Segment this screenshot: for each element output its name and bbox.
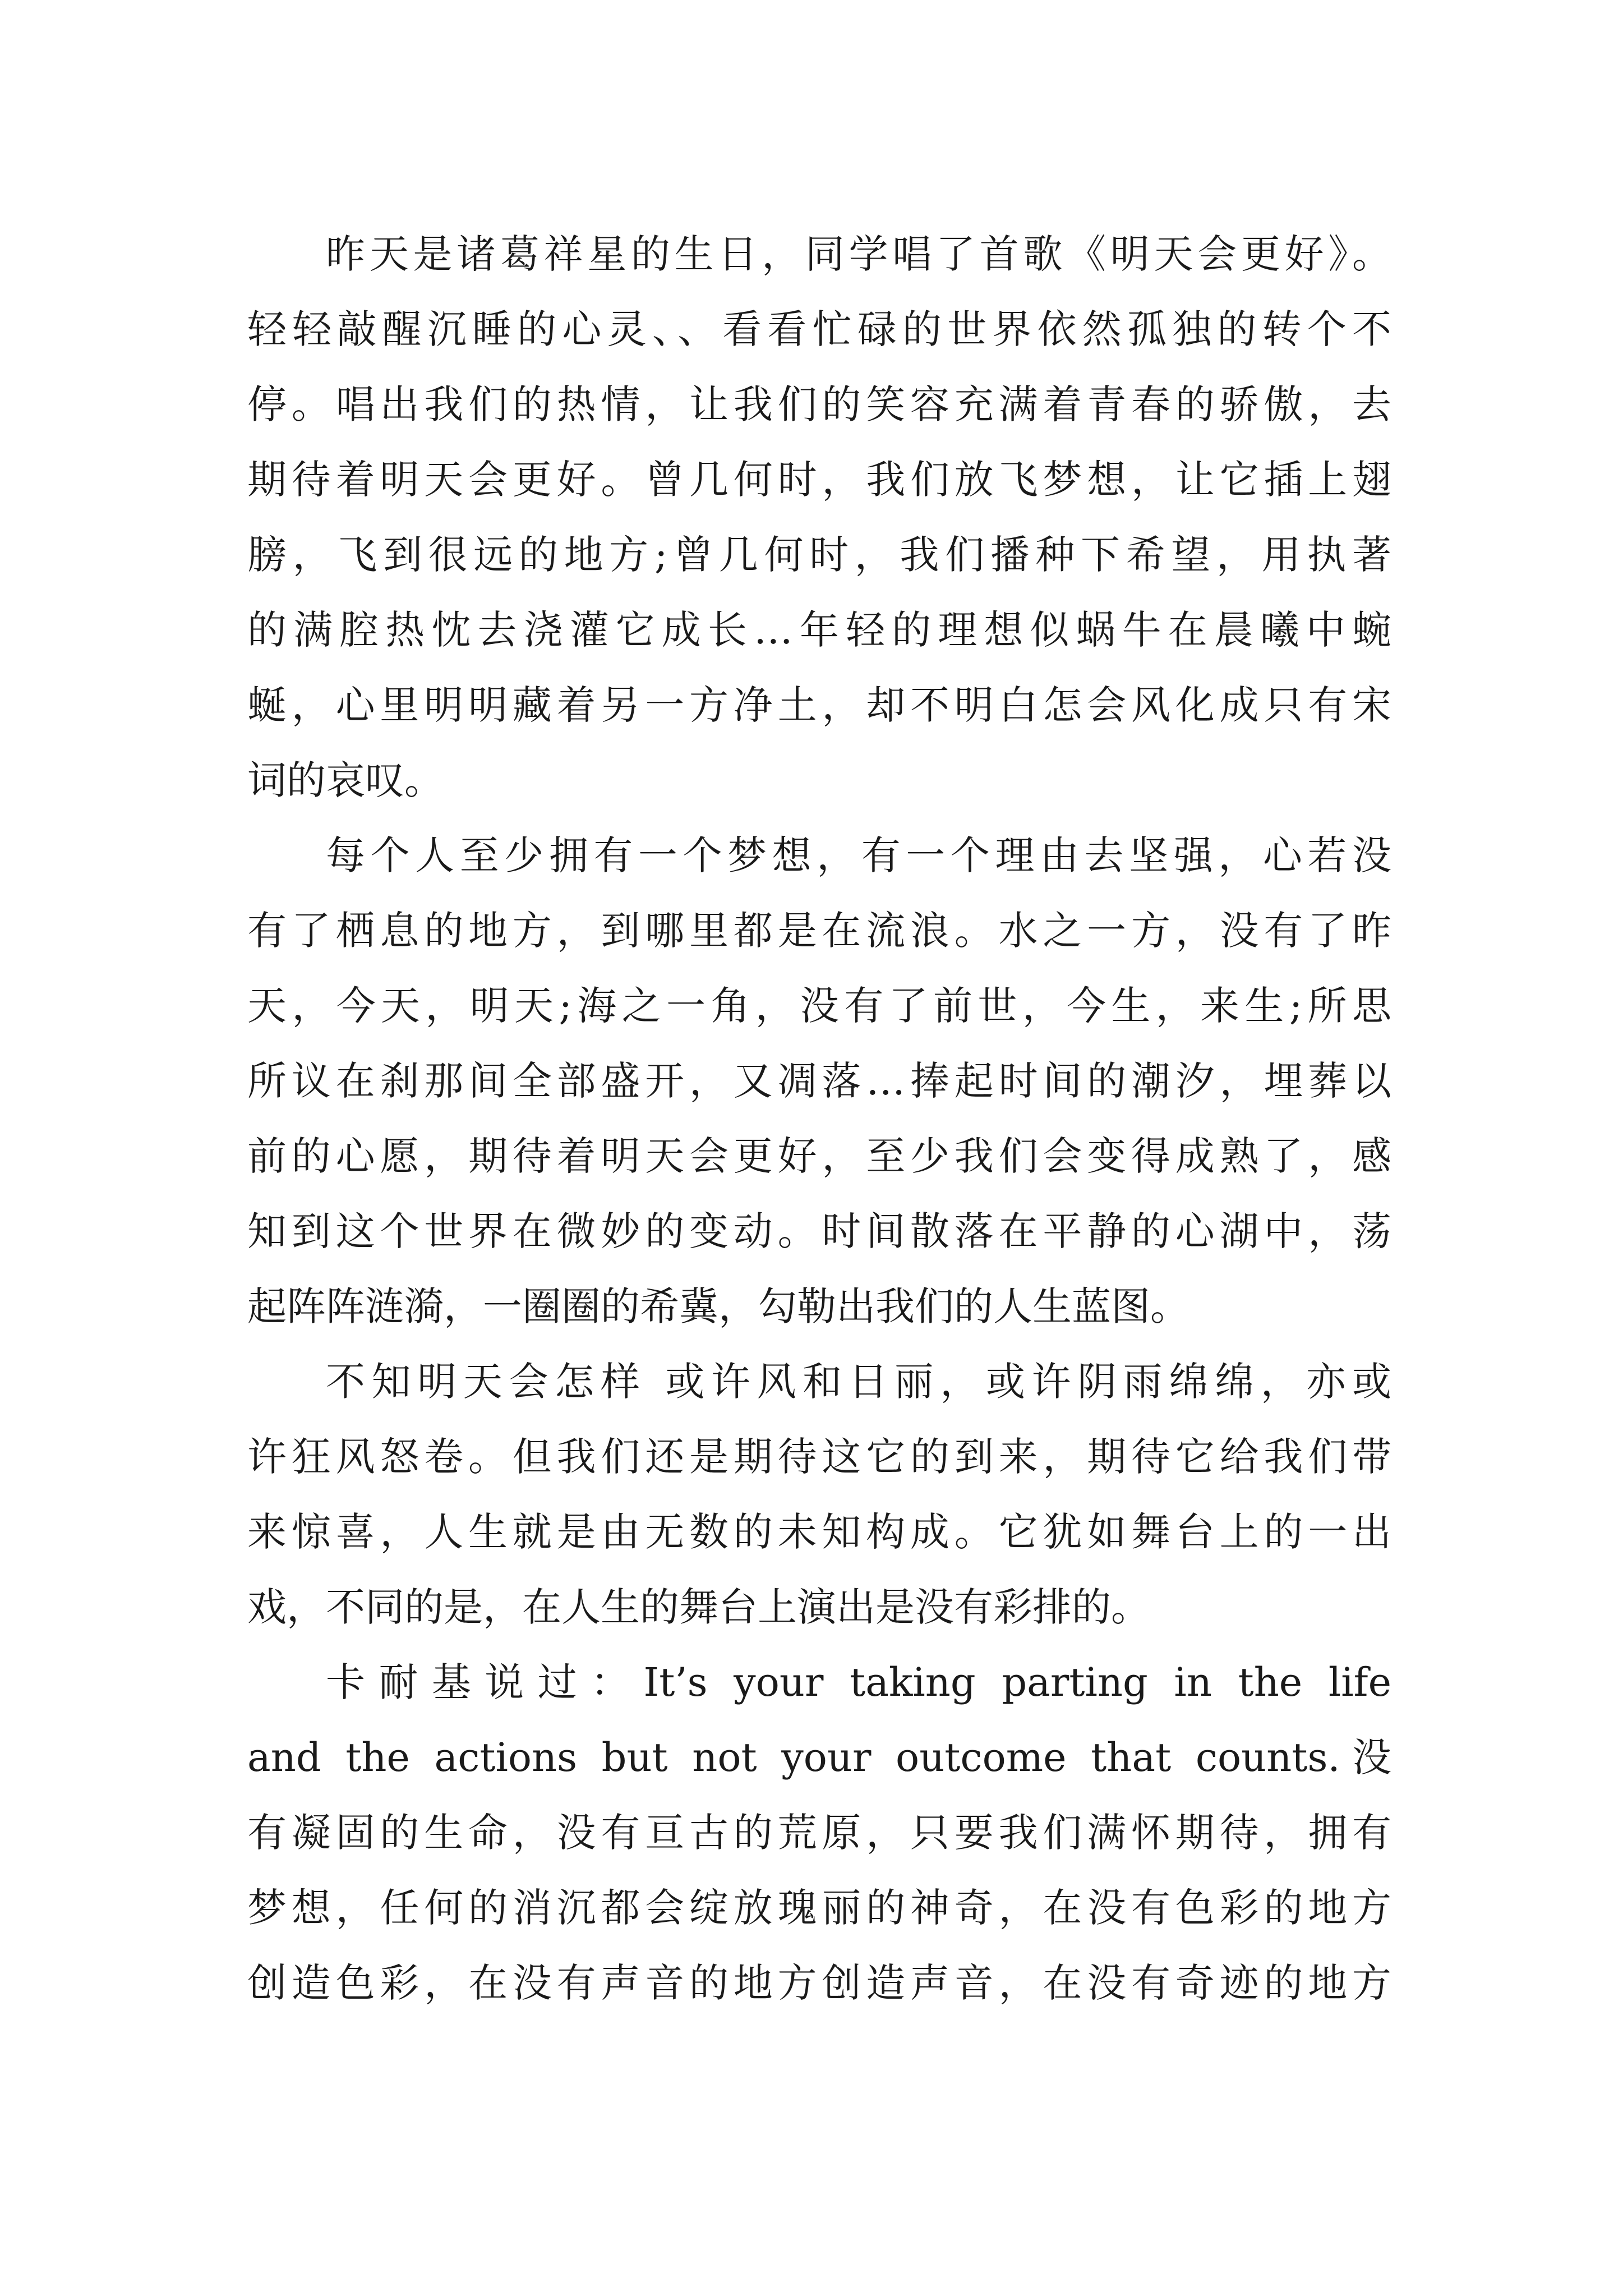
text-line: 有了栖息的地方，到哪里都是在流浪。水之一方，没有了昨 [247,908,1391,954]
text-line: 起阵阵涟漪，一圈圈的希冀，勾勒出我们的人生蓝图。 [247,1283,1189,1329]
text-line: 创造色彩，在没有声音的地方创造声音，在没有奇迹的地方 [247,1960,1391,2006]
text-line: 许狂风怒卷。但我们还是期待这它的到来，期待它给我们带 [247,1434,1391,1480]
text-line: 每个人至少拥有一个梦想，有一个理由去坚强，心若没 [326,832,1391,878]
text-line: 前的心愿，期待着明天会更好，至少我们会变得成熟了，感 [247,1133,1391,1179]
document-body [247,217,1391,2021]
text-line: and the actions but not your outcome that counts.没 [247,1734,1391,1780]
paragraph-4 [247,1645,1391,2021]
text-line: 天，今天，明天;海之一角，没有了前世，今生，来生;所思 [247,983,1391,1029]
text-line: 有凝固的生命，没有亘古的荒原，只要我们满怀期待，拥有 [247,1810,1391,1856]
text-line: 的满腔热忱去浇灌它成长…年轻的理想似蜗牛在晨曦中蜿 [247,607,1391,653]
text-line: 期待着明天会更好。曾几何时，我们放飞梦想，让它插上翅 [247,457,1391,503]
text-line: 卡耐基说过：It’s your taking parting in the life [326,1659,1391,1705]
text-line: 蜒，心里明明藏着另一方净土，却不明白怎会风化成只有宋 [247,682,1391,728]
text-line: 来惊喜，人生就是由无数的未知构成。它犹如舞台上的一出 [247,1509,1391,1555]
paragraph-3 [247,1344,1391,1645]
text-line: 知到这个世界在微妙的变动。时间散落在平静的心湖中，荡 [247,1208,1391,1254]
text-line: 所议在刹那间全部盛开，又凋落…捧起时间的潮汐，埋葬以 [247,1058,1391,1104]
paragraph-2 [247,818,1391,1344]
text-line: 轻轻敲醒沉睡的心灵、、看看忙碌的世界依然孤独的转个不 [247,306,1391,352]
paragraph-1 [247,217,1391,818]
text-line: 梦想，任何的消沉都会绽放瑰丽的神奇，在没有色彩的地方 [247,1885,1391,1931]
text-line: 昨天是诸葛祥星的生日，同学唱了首歌《明天会更好》。 [326,231,1391,277]
text-line: 膀，飞到很远的地方;曾几何时，我们播种下希望，用执著 [247,532,1391,578]
text-line: 不知明天会怎样 或许风和日丽，或许阴雨绵绵，亦或 [326,1359,1391,1405]
text-line: 停。唱出我们的热情，让我们的笑容充满着青春的骄傲，去 [247,381,1391,427]
text-line: 词的哀叹。 [247,757,444,803]
text-line: 戏，不同的是，在人生的舞台上演出是没有彩排的。 [247,1584,1150,1630]
